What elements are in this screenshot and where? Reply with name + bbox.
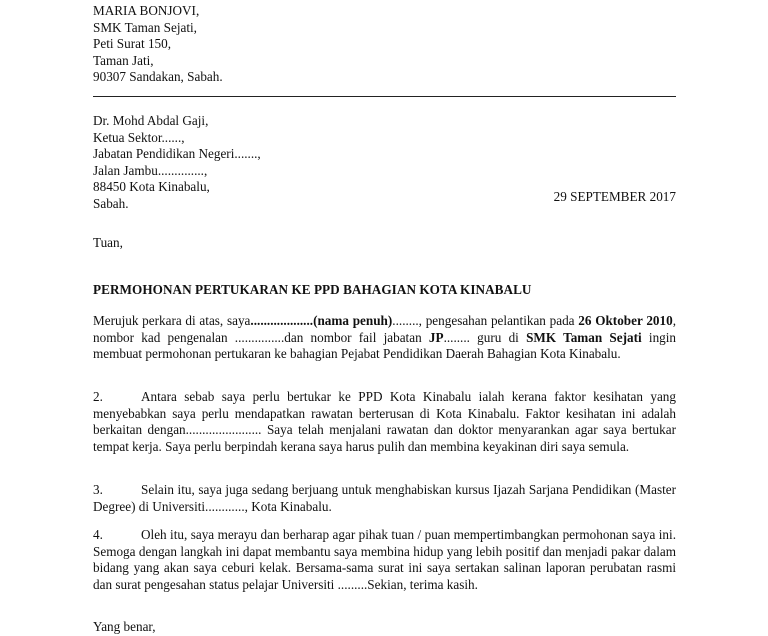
sender-address — [93, 3, 676, 86]
header-divider — [93, 96, 676, 97]
para1-bold-jp: JP — [428, 329, 444, 345]
letter-subject: PERMOHONAN PERTUKARAN KE PPD BAHAGIAN KOTA KINABALU — [93, 282, 532, 297]
para3-text: Selain itu, saya juga sedang berjuang untuk menghabiskan kursus Ijazah Sarjana Pendidikan (Master Degree) di Universiti............, Kota Kinabalu. — [93, 482, 676, 514]
para3-number: 3. — [93, 482, 103, 497]
recipient-state: Sabah. — [93, 195, 129, 211]
paragraph-1 — [93, 313, 676, 363]
letter-date: 29 SEPTEMBER 2017 — [553, 189, 676, 204]
para1-text-5: ingin membuat permohonan pertukaran ke bahagian Pejabat Pendidikan Daerah Bahagian Kota Kinabalu. — [93, 329, 677, 361]
para1-bold-school: SMK Taman Sejati — [526, 329, 642, 345]
para1-text-2: ........, pengesahan pelantikan pada — [392, 313, 579, 328]
recipient-title: Ketua Sektor......, — [93, 129, 185, 145]
recipient-street: Jalan Jambu.............., — [93, 162, 208, 178]
closing: Yang benar, — [93, 619, 156, 634]
para2-number: 2. — [93, 389, 103, 404]
sender-po-box: Peti Surat 150, — [93, 36, 172, 51]
paragraph-3 — [93, 482, 676, 515]
para1-text-1: Merujuk perkara di atas, saya — [93, 313, 251, 328]
para1-bold-date: 26 Oktober 2010 — [578, 313, 673, 328]
recipient-department: Jabatan Pendidikan Negeri......., — [93, 146, 261, 161]
para4-number: 4. — [93, 527, 103, 542]
para1-text-3: , nombor kad pengenalan ...............dan nombor fail jabatan — [93, 313, 677, 345]
recipient-postcode-city: 88450 Kota Kinabalu, — [93, 179, 210, 194]
sender-name: MARIA BONJOVI, — [93, 3, 200, 18]
para4-text: Oleh itu, saya merayu dan berharap agar pihak tuan / puan mempertimbangkan permohonan saya ini. Semoga dengan langkah ini dapat membantu saya membina hidup yang lebih positif dan menjadi pakar dalam bidang yang akan saya ceburi kelak. Bersama-sama surat ini saya sertakan salinan laporan perubatan rasmi dan surat pengesahan status pelajar Universiti .........Sekian, terima kasih. — [93, 527, 676, 592]
paragraph-4 — [93, 527, 676, 593]
sender-postcode-city: 90307 Sandakan, Sabah. — [93, 69, 223, 84]
sender-school: SMK Taman Sejati, — [93, 19, 197, 35]
sender-area: Taman Jati, — [93, 52, 154, 68]
para1-bold-name: ...................(nama penuh) — [250, 313, 393, 328]
para1-text-4: ........ guru di — [443, 329, 527, 345]
recipient-name: Dr. Mohd Abdal Gaji, — [93, 113, 209, 128]
paragraph-2 — [93, 389, 676, 455]
para2-text: Antara sebab saya perlu bertukar ke PPD Kota Kinabalu ialah kerana faktor kesihatan yang menyebabkan saya perlu mendapatkan rawatan berterusan di Kota Kinabalu. Faktor kesihatan ini adalah berkaitan dengan....................... Saya telah menjalani rawatan dan doktor menyarankan agar saya bertukar tempat kerja. Saya perlu berpindah kerana saya harus pulih dan membina keyakinan diri saya semula. — [93, 389, 676, 454]
salutation: Tuan, — [93, 235, 123, 250]
